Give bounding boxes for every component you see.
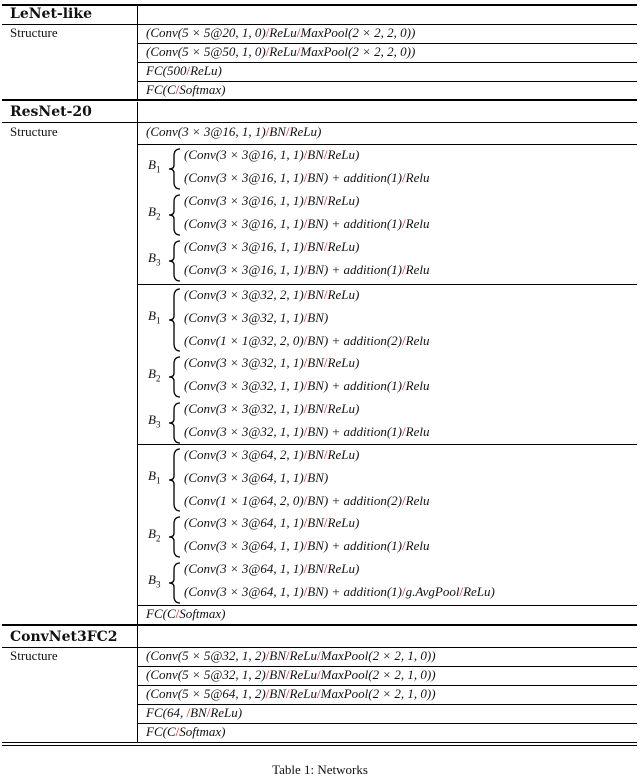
separator-slash: / bbox=[402, 378, 406, 393]
separator-slash: / bbox=[402, 538, 406, 553]
brace-icon bbox=[168, 402, 182, 444]
separator-slash: / bbox=[303, 493, 308, 508]
brace-icon bbox=[168, 148, 182, 190]
block-label: $B_2$ bbox=[148, 204, 161, 222]
separator-slash: / bbox=[175, 724, 180, 739]
separator-slash: / bbox=[265, 667, 270, 682]
brace-icon bbox=[168, 516, 182, 558]
block-row: (Conv(3 × 3@16, 1, 1)/BN/ReLu) bbox=[184, 193, 360, 208]
table-caption: Table 1: Networks bbox=[272, 762, 368, 777]
resnet-structure-label: Structure bbox=[10, 124, 58, 139]
separator-slash: / bbox=[323, 355, 328, 370]
block-row: (Conv(3 × 3@32, 2, 1)/BN/ReLu) bbox=[184, 287, 360, 302]
separator-slash: / bbox=[323, 147, 328, 162]
separator-slash: / bbox=[175, 82, 180, 97]
separator-slash: / bbox=[303, 447, 308, 462]
separator-slash: / bbox=[285, 648, 290, 663]
separator-slash: / bbox=[186, 705, 191, 720]
convnet-structure-label: Structure bbox=[10, 648, 58, 663]
separator-slash: / bbox=[303, 355, 308, 370]
convnet-row: (Conv(5 × 5@32, 1, 2)/BN/ReLu/MaxPool(2 × 2, 1, 0)) bbox=[146, 648, 436, 663]
convnet-row: FC(64, /BN/ReLu) bbox=[146, 705, 243, 720]
convnet-row: (Conv(5 × 5@64, 1, 2)/BN/ReLu/MaxPool(2 × 2, 1, 0)) bbox=[146, 686, 436, 701]
separator-slash: / bbox=[303, 262, 308, 277]
separator-slash: / bbox=[206, 705, 211, 720]
bottom-rule-double bbox=[2, 745, 637, 746]
separator-slash: / bbox=[303, 333, 308, 348]
table-top-rule bbox=[2, 4, 637, 6]
block-row: (Conv(3 × 3@32, 1, 1)/BN) + addition(1)/Relu bbox=[184, 424, 430, 439]
block-row: (Conv(3 × 3@16, 1, 1)/BN) + addition(1)/Relu bbox=[184, 216, 430, 231]
block-label: $B_3$ bbox=[148, 250, 161, 268]
column-divider bbox=[137, 6, 138, 100]
rule bbox=[137, 144, 637, 145]
separator-slash: / bbox=[323, 561, 328, 576]
separator-slash: / bbox=[402, 216, 406, 231]
separator-slash: / bbox=[303, 470, 308, 485]
block-row: (Conv(1 × 1@32, 2, 0)/BN) + addition(2)/Relu bbox=[184, 333, 430, 348]
separator-slash: / bbox=[303, 193, 308, 208]
separator-slash: / bbox=[323, 447, 328, 462]
separator-slash: / bbox=[303, 401, 308, 416]
separator-slash: / bbox=[402, 170, 406, 185]
column-divider bbox=[137, 626, 138, 743]
bottom-rule bbox=[2, 742, 637, 743]
block-row: (Conv(3 × 3@32, 1, 1)/BN) bbox=[184, 310, 329, 325]
separator-slash: / bbox=[323, 515, 328, 530]
separator-slash: / bbox=[459, 584, 464, 599]
separator-slash: / bbox=[303, 561, 308, 576]
block-label: $B_1$ bbox=[148, 308, 161, 326]
separator-slash: / bbox=[402, 262, 406, 277]
separator-slash: / bbox=[186, 63, 191, 78]
lenet-row: (Conv(5 × 5@20, 1, 0)/ReLu/MaxPool(2 × 2, 2, 0)) bbox=[146, 25, 416, 40]
separator-slash: / bbox=[303, 378, 308, 393]
separator-slash: / bbox=[402, 333, 406, 348]
resnet-stem-row: (Conv(3 × 3@16, 1, 1)/BN/ReLu) bbox=[146, 124, 322, 139]
separator-slash: / bbox=[323, 401, 328, 416]
separator-slash: / bbox=[317, 648, 321, 663]
rule bbox=[2, 122, 637, 123]
separator-slash: / bbox=[303, 170, 308, 185]
block-row: (Conv(1 × 1@64, 2, 0)/BN) + addition(2)/Relu bbox=[184, 493, 430, 508]
separator-slash: / bbox=[303, 287, 308, 302]
separator-slash: / bbox=[285, 124, 290, 139]
separator-slash: / bbox=[285, 686, 290, 701]
lenet-header: LeNet-like bbox=[10, 6, 92, 22]
lenet-row: (Conv(5 × 5@50, 1, 0)/ReLu/MaxPool(2 × 2, 2, 0)) bbox=[146, 44, 416, 59]
separator-slash: / bbox=[296, 25, 301, 40]
block-row: (Conv(3 × 3@16, 1, 1)/BN) + addition(1)/Relu bbox=[184, 262, 430, 277]
brace-icon bbox=[168, 448, 182, 512]
section-rule bbox=[2, 624, 637, 626]
block-row: (Conv(3 × 3@32, 1, 1)/BN) + addition(1)/Relu bbox=[184, 378, 430, 393]
block-label: $B_1$ bbox=[148, 468, 161, 486]
brace-icon bbox=[168, 356, 182, 398]
block-row: (Conv(3 × 3@64, 1, 1)/BN) + addition(1)/g.AvgPool/ReLu) bbox=[184, 584, 495, 599]
separator-slash: / bbox=[303, 216, 308, 231]
separator-slash: / bbox=[303, 584, 308, 599]
block-label: $B_3$ bbox=[148, 412, 161, 430]
separator-slash: / bbox=[303, 147, 308, 162]
block-row: (Conv(3 × 3@16, 1, 1)/BN/ReLu) bbox=[184, 147, 360, 162]
block-label: $B_1$ bbox=[148, 157, 161, 175]
convnet-row: (Conv(5 × 5@32, 1, 2)/BN/ReLu/MaxPool(2 × 2, 1, 0)) bbox=[146, 667, 436, 682]
convnet-row: FC(C/Softmax) bbox=[146, 724, 226, 739]
block-label: $B_3$ bbox=[148, 572, 161, 590]
separator-slash: / bbox=[296, 44, 301, 59]
lenet-structure-label: Structure bbox=[10, 25, 58, 40]
brace-icon bbox=[168, 288, 182, 352]
separator-slash: / bbox=[303, 239, 308, 254]
resnet-header: ResNet-20 bbox=[10, 104, 92, 120]
block-row: (Conv(3 × 3@64, 1, 1)/BN/ReLu) bbox=[184, 561, 360, 576]
separator-slash: / bbox=[317, 686, 321, 701]
separator-slash: / bbox=[265, 25, 270, 40]
separator-slash: / bbox=[265, 686, 270, 701]
separator-slash: / bbox=[175, 606, 180, 621]
separator-slash: / bbox=[303, 515, 308, 530]
block-label: $B_2$ bbox=[148, 366, 161, 384]
separator-slash: / bbox=[265, 124, 270, 139]
block-label: $B_2$ bbox=[148, 526, 161, 544]
separator-slash: / bbox=[265, 648, 270, 663]
separator-slash: / bbox=[317, 667, 321, 682]
separator-slash: / bbox=[323, 287, 328, 302]
rule bbox=[137, 284, 637, 285]
column-divider bbox=[137, 102, 138, 624]
separator-slash: / bbox=[265, 44, 270, 59]
block-row: (Conv(3 × 3@64, 1, 1)/BN/ReLu) bbox=[184, 515, 360, 530]
block-row: (Conv(3 × 3@64, 1, 1)/BN) + addition(1)/Relu bbox=[184, 538, 430, 553]
separator-slash: / bbox=[303, 424, 308, 439]
resnet-final-row: FC(C/Softmax) bbox=[146, 606, 226, 621]
separator-slash: / bbox=[402, 584, 406, 599]
block-row: (Conv(3 × 3@32, 1, 1)/BN/ReLu) bbox=[184, 355, 360, 370]
separator-slash: / bbox=[323, 239, 328, 254]
block-row: (Conv(3 × 3@64, 2, 1)/BN/ReLu) bbox=[184, 447, 360, 462]
rule bbox=[137, 444, 637, 445]
separator-slash: / bbox=[402, 424, 406, 439]
separator-slash: / bbox=[303, 538, 308, 553]
brace-icon bbox=[168, 194, 182, 236]
separator-slash: / bbox=[402, 493, 406, 508]
section-rule bbox=[2, 99, 637, 101]
separator-slash: / bbox=[323, 193, 328, 208]
brace-icon bbox=[168, 562, 182, 604]
block-row: (Conv(3 × 3@16, 1, 1)/BN) + addition(1)/Relu bbox=[184, 170, 430, 185]
lenet-row: FC(C/Softmax) bbox=[146, 82, 226, 97]
block-row: (Conv(3 × 3@64, 1, 1)/BN) bbox=[184, 470, 329, 485]
separator-slash: / bbox=[285, 667, 290, 682]
block-row: (Conv(3 × 3@16, 1, 1)/BN/ReLu) bbox=[184, 239, 360, 254]
brace-icon bbox=[168, 240, 182, 282]
convnet-header: ConvNet3FC2 bbox=[10, 629, 118, 645]
lenet-row: FC(500/ReLu) bbox=[146, 63, 222, 78]
block-row: (Conv(3 × 3@32, 1, 1)/BN/ReLu) bbox=[184, 401, 360, 416]
separator-slash: / bbox=[303, 310, 308, 325]
